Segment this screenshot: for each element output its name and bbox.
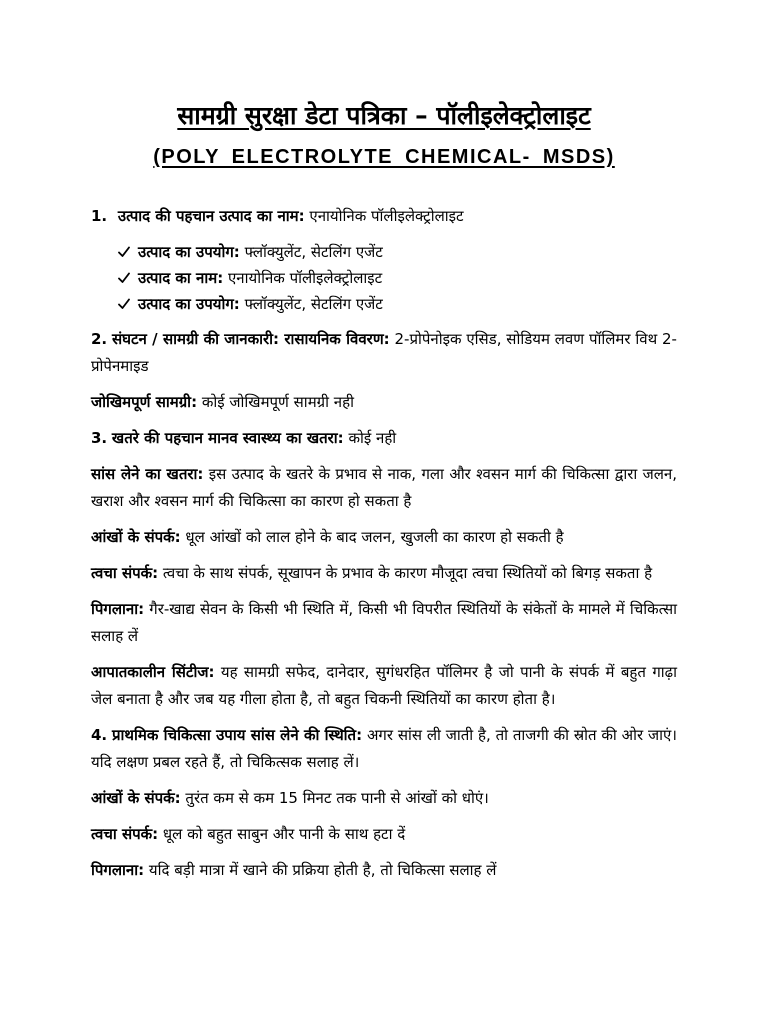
section-number: 3. xyxy=(91,429,108,447)
bullet-item xyxy=(118,239,677,265)
section-2-paragraph xyxy=(91,326,677,380)
section-text: कोई नही xyxy=(348,429,397,447)
section-heading: खतरे की पहचान मानव स्वास्थ्य का खतरा: xyxy=(111,429,344,447)
section-number: 1. xyxy=(91,207,108,225)
item-label: आपातकालीन सिंटीज: xyxy=(91,663,215,681)
product-bullet-list xyxy=(91,239,677,317)
item-label: सांस लेने का खतरा: xyxy=(91,465,204,483)
item-label: जोखिमपूर्ण सामग्री: xyxy=(91,393,198,411)
document-title: सामग्री सुरक्षा डेटा पत्रिका – पॉलीइलेक्ट्रोलाइट xyxy=(177,101,591,130)
checkmark-icon xyxy=(118,272,130,284)
bullet-item xyxy=(118,291,677,317)
ingestion-paragraph xyxy=(91,596,677,650)
item-text: गैर-खाद्य सेवन के किसी भी स्थिति में, किसी भी विपरीत स्थितियों के संकेतों के मामले में चिकित्सा सलाह लें xyxy=(91,600,677,645)
item-label: त्वचा संपर्क: xyxy=(91,564,159,582)
checkmark-icon xyxy=(118,298,130,310)
item-label: त्वचा संपर्क: xyxy=(91,825,159,843)
bullet-text: फ्लॉक्युलेंट, सेटलिंग एजेंट xyxy=(244,243,383,261)
bullet-text: एनायोनिक पॉलीइलेक्ट्रोलाइट xyxy=(228,269,383,287)
item-text: तुरंत कम से कम 15 मिनट तक पानी से आंखों को धोएं। xyxy=(185,789,489,807)
section-text: अगर सांस ली जाती है, तो ताजगी की स्रोत की ओर जाएं। यदि लक्षण प्रबल रहते हैं, तो चिकित्सक सलाह लें। xyxy=(91,726,677,771)
section-3-paragraph xyxy=(91,425,677,452)
emergency-overview-paragraph xyxy=(91,659,677,713)
first-aid-eye-contact-paragraph xyxy=(91,785,677,812)
first-aid-ingestion-paragraph xyxy=(91,857,677,884)
skin-contact-paragraph xyxy=(91,560,677,587)
section-heading: उत्पाद की पहचान उत्पाद का नाम: xyxy=(117,207,305,225)
hazardous-material-paragraph xyxy=(91,389,677,416)
bullet-label: उत्पाद का उपयोग: xyxy=(138,295,240,313)
bullet-label: उत्पाद का नाम: xyxy=(138,269,224,287)
item-label: आंखों के संपर्क: xyxy=(91,789,181,807)
section-text: 2-प्रोपेनोइक एसिड, सोडियम लवण पॉलिमर विथ 2-प्रोपेनमाइड xyxy=(91,330,677,375)
bullet-label: उत्पाद का उपयोग: xyxy=(138,243,240,261)
bullet-item xyxy=(118,265,677,291)
item-label: आंखों के संपर्क: xyxy=(91,528,181,546)
checkmark-icon xyxy=(118,246,130,258)
section-number: 4. xyxy=(91,726,108,744)
section-1-paragraph xyxy=(91,203,677,230)
section-heading: प्राथमिक चिकित्सा उपाय सांस लेने की स्थिति: xyxy=(111,726,363,744)
document-subtitle: (POLY ELECTROLYTE CHEMICAL- MSDS) xyxy=(153,146,615,168)
section-4-paragraph xyxy=(91,722,677,776)
item-text: धूल आंखों को लाल होने के बाद जलन, खुजली का कारण हो सकती है xyxy=(185,528,564,546)
item-label: पिगलाना: xyxy=(91,861,145,879)
eye-contact-paragraph xyxy=(91,524,677,551)
item-text: इस उत्पाद के खतरे के प्रभाव से नाक, गला और श्वसन मार्ग की चिकित्सा द्वारा जलन, खराश और श्वसन मार्ग की चिकित्सा का कारण हो सकता है xyxy=(91,465,677,510)
item-text: त्वचा के साथ संपर्क, सूखापन के प्रभाव के कारण मौजूदा त्वचा स्थितियों को बिगड़ सकता है xyxy=(162,564,653,582)
item-text: धूल को बहुत साबुन और पानी के साथ हटा दें xyxy=(162,825,406,843)
bullet-text: फ्लॉक्युलेंट, सेटलिंग एजेंट xyxy=(244,295,383,313)
item-text: कोई जोखिमपूर्ण सामग्री नही xyxy=(201,393,354,411)
item-text: यदि बड़ी मात्रा में खाने की प्रक्रिया होती है, तो चिकित्सा सलाह लें xyxy=(148,861,497,879)
item-label: पिगलाना: xyxy=(91,600,145,618)
first-aid-skin-contact-paragraph xyxy=(91,821,677,848)
section-heading: संघटन / सामग्री की जानकारी: रासायनिक विवरण: xyxy=(111,330,390,348)
inhalation-hazard-paragraph xyxy=(91,461,677,515)
item-text: यह सामग्री सफेद, दानेदार, सुगंधरहित पॉलिमर है जो पानी के संपर्क में बहुत गाढ़ा जेल बनाता है और जब यह गीला होता है, तो बहुत चिकनी स्थितियों का कारण होता है। xyxy=(91,663,677,708)
section-text: एनायोनिक पॉलीइलेक्ट्रोलाइट xyxy=(309,207,464,225)
section-number: 2. xyxy=(91,330,108,348)
